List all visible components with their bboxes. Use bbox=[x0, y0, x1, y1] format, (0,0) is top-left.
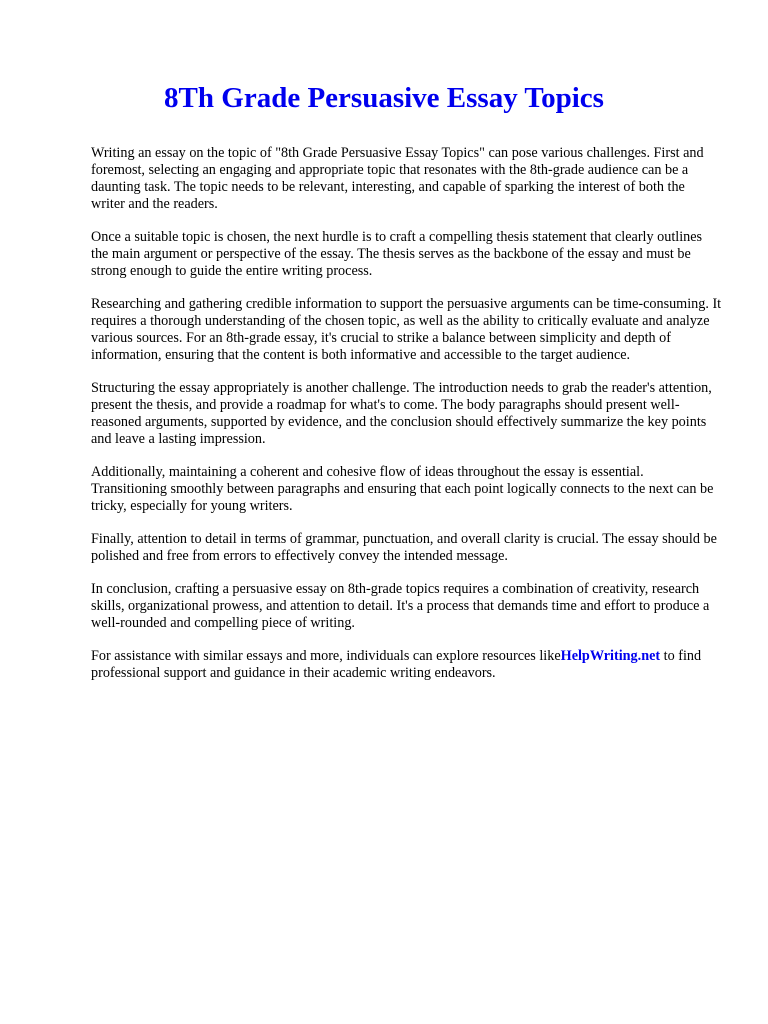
final-text-after-link: to find professional support and guidance in their academic writing endeavors. bbox=[91, 648, 702, 681]
paragraph-1: Writing an essay on the topic of "8th Grade Persuasive Essay Topics" can pose various challenges. First and foremost, selecting an engaging and appropriate topic that resonates with the 8th-grade audience can be a daunting task. The topic needs to be relevant, interesting, and capable of sparking the interest of both the writer and the readers. bbox=[91, 145, 704, 212]
paragraph-4: Structuring the essay appropriately is another challenge. The introduction needs to grab the reader's attention, present the thesis, and provide a roadmap for what's to come. The body paragraphs should present well-reasoned arguments, supported by evidence, and the conclusion should effectively summarize the key points and leave a lasting impression. bbox=[91, 380, 712, 447]
paragraph-7: In conclusion, crafting a persuasive essay on 8th-grade topics requires a combination of creativity, research skills, organizational prowess, and attention to detail. It's a process that demands time and effort to produce a well-rounded and compelling piece of writing. bbox=[91, 581, 710, 631]
paragraph-5: Additionally, maintaining a coherent and cohesive flow of ideas throughout the essay is essential. Transitioning smoothly between paragraphs and ensuring that each point logically connects to the next can be tricky, especially for young writers. bbox=[91, 464, 714, 514]
paragraph-6: Finally, attention to detail in terms of grammar, punctuation, and overall clarity is crucial. The essay should be polished and free from errors to effectively convey the intended message. bbox=[91, 531, 717, 564]
essay-body bbox=[91, 145, 722, 682]
paragraph-final bbox=[91, 648, 722, 682]
paragraph-3: Researching and gathering credible information to support the persuasive arguments can be time-consuming. It requires a thorough understanding of the chosen topic, as well as the ability to critically evaluate and analyze various sources. For an 8th-grade essay, it's crucial to strike a balance between simplicity and depth of information, ensuring that the content is both informative and accessible to the target audience. bbox=[91, 296, 722, 363]
page-title: 8Th Grade Persuasive Essay Topics bbox=[164, 82, 604, 114]
paragraph-2: Once a suitable topic is chosen, the next hurdle is to craft a compelling thesis statement that clearly outlines the main argument or perspective of the essay. The thesis serves as the backbone of the essay and must be strong enough to guide the entire writing process. bbox=[91, 229, 703, 279]
helpwriting-link[interactable]: HelpWriting.net bbox=[560, 648, 661, 664]
final-text-before-link: For assistance with similar essays and more, individuals can explore resources like bbox=[91, 648, 561, 664]
